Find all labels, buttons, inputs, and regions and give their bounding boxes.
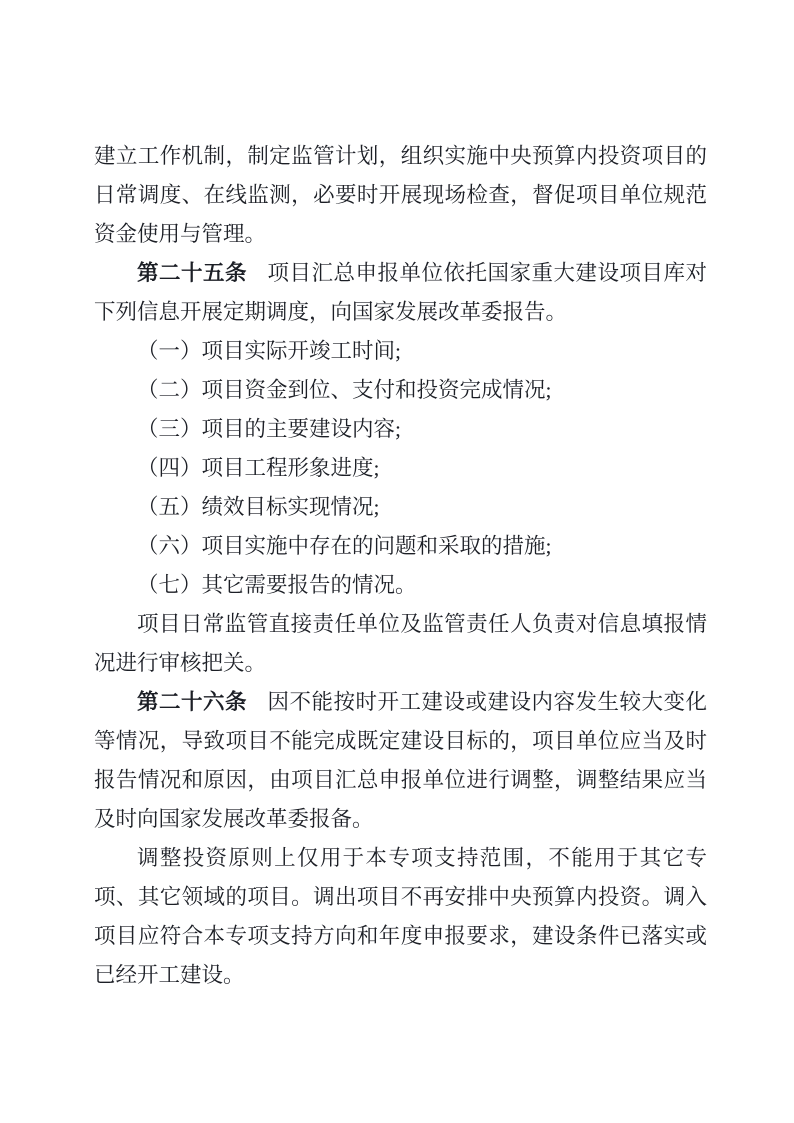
- article-26-text: 因不能按时开工建设或建设内容发生较大变化等情况，导致项目不能完成既定建设目标的，项目单位应当及时报告情况和原因，由项目汇总申报单位进行调整，调整结果应当及时向国家发展改革委报备。: [94, 690, 707, 831]
- list-item-6: （六）项目实施中存在的问题和采取的措施;: [137, 534, 552, 558]
- list-item-2: （二）项目资金到位、支付和投资完成情况;: [137, 378, 552, 402]
- page-content: [94, 137, 707, 995]
- article-26-paragraph: [94, 683, 707, 839]
- paragraph-continuation: 建立工作机制，制定监管计划，组织实施中央预算内投资项目的日常调度、在线监测，必要时开展现场检查，督促项目单位规范资金使用与管理。: [94, 144, 707, 246]
- list-item-4: （四）项目工程形象进度;: [137, 456, 380, 480]
- article-26-number: 第二十六条: [137, 690, 248, 714]
- list-item-5: （五）绩效目标实现情况;: [137, 495, 380, 519]
- paragraph-adjustment: 调整投资原则上仅用于本专项支持范围，不能用于其它专项、其它领域的项目。调出项目不再安排中央预算内投资。调入项目应符合本专项支持方向和年度申报要求，建设条件已落实或已经开工建设。: [94, 846, 707, 987]
- article-25-text: 项目汇总申报单位依托国家重大建设项目库对下列信息开展定期调度，向国家发展改革委报告。: [94, 261, 707, 324]
- paragraph-supervision: 项目日常监管直接责任单位及监管责任人负责对信息填报情况进行审核把关。: [94, 612, 707, 675]
- list-item-7: （七）其它需要报告的情况。: [137, 573, 417, 597]
- article-25-number: 第二十五条: [137, 261, 248, 285]
- list-item-1: （一）项目实际开竣工时间;: [137, 339, 401, 363]
- article-25-paragraph: [94, 254, 707, 332]
- list-item-3: （三）项目的主要建设内容;: [137, 417, 401, 441]
